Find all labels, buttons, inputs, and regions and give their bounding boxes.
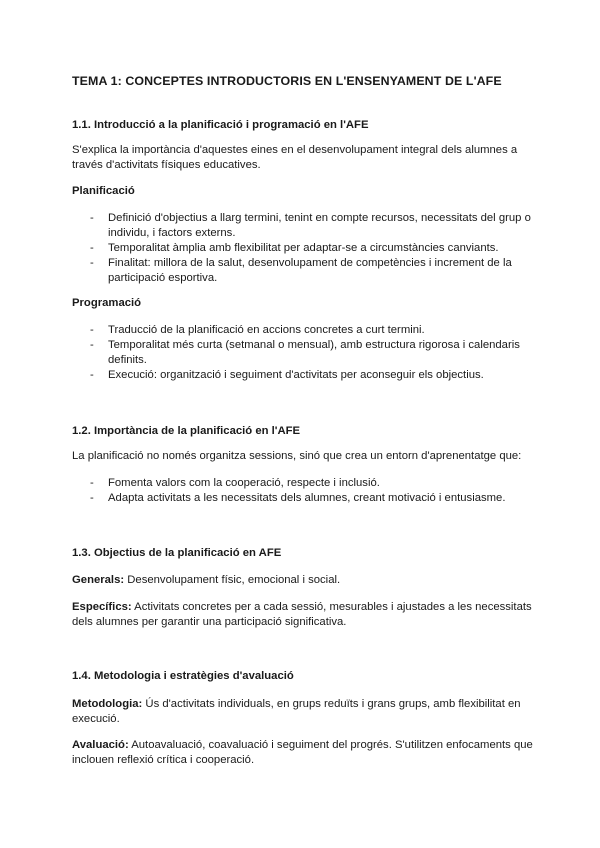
list-item: - Temporalitat més curta (setmanal o mensual), amb estructura rigorosa i calendaris definits. — [90, 339, 520, 366]
list-item: - Definició d'objectius a llarg termini, tenint en compte recursos, necessitats del grup o individu, i factors externs. — [90, 212, 531, 239]
section-1-1-heading: 1.1. Introducció a la planificació i programació en l'AFE — [72, 119, 369, 131]
section-1-2-intro: La planificació no només organitza sessions, sinó que crea un entorn d'aprenentatge que: — [72, 450, 522, 462]
programacio-list — [72, 323, 534, 383]
document-title: TEMA 1: CONCEPTES INTRODUCTORIS EN L'ENSENYAMENT DE L'AFE — [72, 74, 502, 88]
list-item: - Traducció de la planificació en accions concretes a curt termini. — [90, 324, 425, 336]
planificacio-heading: Planificació — [72, 185, 135, 197]
list-item: - Finalitat: millora de la salut, desenvolupament de competències i increment de la participació esportiva. — [90, 257, 512, 284]
list-item: - Fomenta valors com la cooperació, respecte i inclusió. — [90, 477, 380, 489]
metodologia-paragraph: Metodologia: Ús d'activitats individuals, en grups reduïts i grans grups, amb flexibilitat en execució. — [72, 698, 521, 725]
importancia-list — [72, 476, 534, 506]
programacio-heading: Programació — [72, 297, 142, 309]
planificacio-list — [72, 211, 534, 286]
section-1-3-heading: 1.3. Objectius de la planificació en AFE — [72, 547, 282, 559]
section-1-2-heading: 1.2. Importància de la planificació en l'AFE — [72, 425, 301, 437]
list-item: - Temporalitat àmplia amb flexibilitat per adaptar-se a circumstàncies canviants. — [90, 242, 499, 254]
especifics-paragraph: Específics: Activitats concretes per a cada sessió, mesurables i ajustades a les necessitats dels alumnes per garantir una participació significativa. — [72, 601, 532, 628]
list-item: - Execució: organització i seguiment d'activitats per aconseguir els objectius. — [90, 369, 484, 381]
section-1-4-heading: 1.4. Metodologia i estratègies d'avaluació — [72, 670, 294, 682]
list-item: - Adapta activitats a les necessitats dels alumnes, creant motivació i entusiasme. — [90, 492, 506, 504]
section-1-1-intro: S'explica la importància d'aquestes eines en el desenvolupament integral dels alumnes a través d'activitats físiques educatives. — [72, 144, 518, 171]
avaluacio-paragraph: Avaluació: Autoavaluació, coavaluació i seguiment del progrés. S'utilitzen enfocaments que inclouen reflexió crítica i cooperació. — [72, 739, 533, 766]
generals-paragraph: Generals: Desenvolupament físic, emocional i social. — [72, 574, 341, 586]
